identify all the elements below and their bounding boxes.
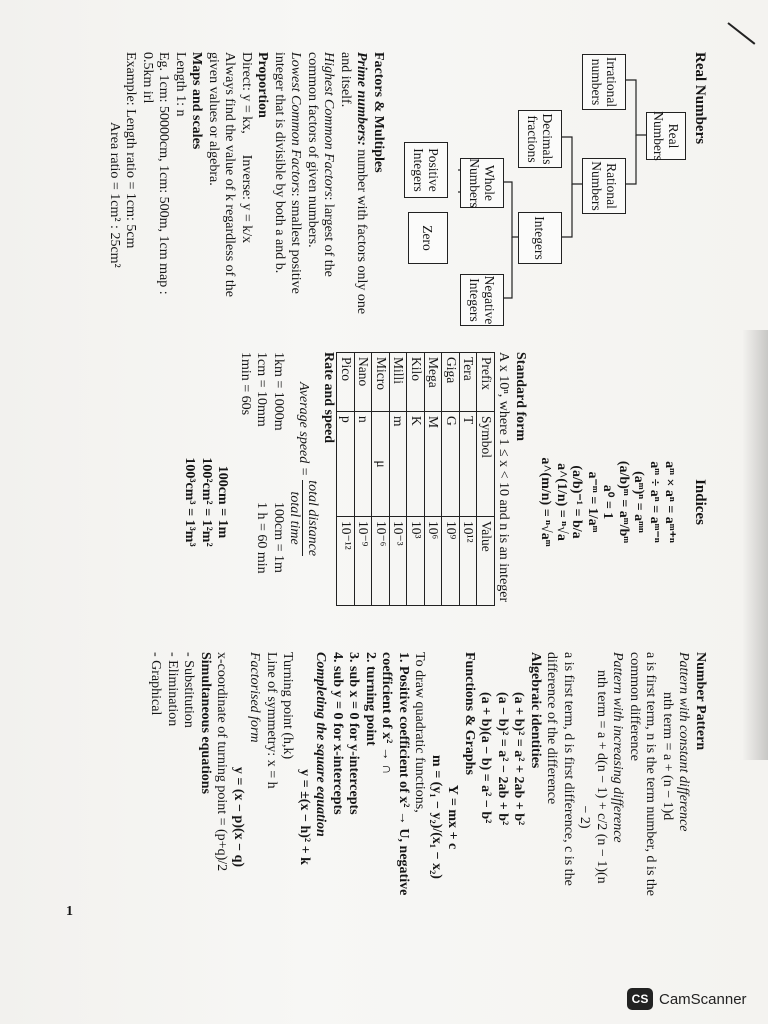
index-rule: a^(1/n) = ⁿ√a bbox=[554, 463, 569, 541]
hcf-line-2: common factors of given numbers. bbox=[305, 52, 320, 248]
section-title-standard-form: Standard form bbox=[513, 352, 528, 442]
eg-line: Eg. 1cm: 50000cm, 1cm: 500m, 1cm map : bbox=[156, 52, 172, 295]
column-number-pattern bbox=[147, 652, 708, 982]
standard-form-desc: A x 10ⁿ, where 1 ≤ x < 10 and n is an integer bbox=[496, 352, 512, 603]
x-coordinate-line: x-coordinate of turning point = (p+q)/2 bbox=[214, 652, 230, 872]
prime-line: Prime numbers: number with factors only one bbox=[354, 52, 370, 315]
section-title-maps: Maps and scales bbox=[189, 52, 205, 150]
always-line-2: given values or algebra. bbox=[206, 52, 221, 186]
indices-rules bbox=[538, 352, 678, 652]
average-speed-formula: Average speed = total distance total time bbox=[287, 382, 320, 557]
camscanner-label: CamScanner bbox=[659, 990, 747, 1008]
unit-conversions: 100cm = 1m 100²cm² = 1²m² 100³cm³ = 1³m³ bbox=[182, 457, 231, 547]
table-row: Giga G 10⁹ bbox=[442, 353, 460, 606]
gradient-formula: m = (y₁ − y₂)/(x₁ − x₂) bbox=[429, 755, 444, 879]
const-desc: a is first term, n is the term number, d is the bbox=[643, 652, 659, 897]
section-title-algebra: Algebraic identities bbox=[528, 652, 543, 769]
completing-equation: y = ±(x − h)² + k bbox=[297, 769, 312, 865]
method-item: - Graphical bbox=[148, 652, 164, 716]
turning-point: Turning point (h,k) bbox=[280, 652, 296, 760]
always-line: Always find the value of k regardless of the bbox=[222, 52, 238, 297]
section-title-factors: Factors & Multiples bbox=[371, 52, 386, 173]
node-rational-numbers: Rational Numbers bbox=[582, 158, 626, 214]
completing-title: Completing the square equation bbox=[313, 652, 329, 837]
inc-desc-2: difference of the difference bbox=[544, 652, 560, 805]
line-equation: Y = mx + c bbox=[445, 784, 461, 850]
node-decimals-fractions: Decimals fractions bbox=[518, 110, 562, 168]
line-of-symmetry: Line of symmetry: x = h bbox=[264, 652, 279, 789]
table-row: Kilo K 10³ bbox=[407, 353, 425, 606]
inc-title: Pattern with increasing difference bbox=[610, 652, 626, 843]
inc-formula-2: − 2) bbox=[577, 805, 593, 829]
column-indices bbox=[181, 352, 708, 652]
node-zero: Zero bbox=[408, 212, 448, 264]
index-rule: a⁻ᵐ = 1/aᵐ bbox=[585, 471, 600, 533]
factors-section bbox=[106, 52, 387, 352]
lcf-line-2: integer that is divisible by both a and b. bbox=[272, 52, 287, 274]
node-whole-numbers: Whole Numbers bbox=[460, 158, 504, 208]
prime-line-2: and itself. bbox=[338, 52, 353, 108]
table-row: Mega M 10⁶ bbox=[425, 353, 443, 606]
index-rule: (a/b)ᵐ = aᵐ/bᵐ bbox=[616, 460, 631, 544]
section-title-simultaneous: Simultaneous equations bbox=[198, 652, 213, 794]
rotated-notes-sheet bbox=[58, 52, 708, 1012]
quad-steps: 1. Positive coefficient of x² → U, negative coefficient of x² → ∩ 2. turning point 3. sub x = 0 for y-intercepts 4. sub y = 0 for x-intercepts bbox=[330, 652, 411, 896]
length-line: Length 1: n bbox=[173, 52, 188, 117]
table-row: Milli m 10⁻³ bbox=[390, 353, 408, 606]
method-item: - Elimination bbox=[165, 652, 180, 727]
index-rule: aᵐ ÷ aⁿ = aᵐ⁻ⁿ bbox=[647, 461, 662, 543]
table-header: Prefix bbox=[477, 353, 495, 412]
factorised-equation: y = (x − p)(x − q) bbox=[231, 766, 246, 868]
index-rule: (aᵐ)ⁿ = aᵐⁿ bbox=[631, 471, 647, 533]
eg-line-2: 0.5km irl bbox=[140, 52, 155, 104]
index-rule: a⁰ = 1 bbox=[600, 484, 616, 520]
const-desc-2: common difference bbox=[627, 652, 642, 761]
index-rule: aᵐ × aⁿ = aᵐ⁺ⁿ bbox=[662, 461, 678, 543]
inc-desc: a is first term, d is first difference, c is the bbox=[561, 652, 576, 886]
node-integers: Integers bbox=[518, 212, 562, 264]
inc-formula: nth term = a + d(n − 1) + c/2 (n − 1)(n bbox=[594, 670, 609, 884]
table-row: Micro μ 10⁻⁶ bbox=[372, 353, 390, 606]
area-line: Area ratio = 1cm² : 25cm² bbox=[107, 122, 122, 268]
page-number: 1 bbox=[66, 904, 73, 919]
section-title-real-numbers: Real Numbers bbox=[692, 52, 708, 145]
section-title-rate: Rate and speed bbox=[321, 352, 337, 444]
conversion-row: 1km = 1000m100cm = 1m bbox=[271, 352, 286, 573]
method-item: - Substitution bbox=[181, 652, 197, 728]
section-title-proportion: Proportion bbox=[255, 52, 271, 118]
prefix-table bbox=[337, 352, 496, 606]
table-header-row bbox=[477, 353, 495, 606]
node-negative-integers: Negative Integers bbox=[460, 274, 504, 326]
node-real-numbers: Real Numbers bbox=[646, 112, 686, 160]
camscanner-logo-icon: CS bbox=[627, 988, 653, 1010]
node-irrational-numbers: Irrational numbers bbox=[582, 54, 626, 110]
algebra-identities: (a + b)² = a² + 2ab + b² (a − b)² = a² − 2ab + b² (a + b)(a − b) = a² − b² bbox=[478, 692, 527, 826]
table-row: Pico p 10⁻¹² bbox=[337, 353, 355, 606]
section-title-indices: Indices bbox=[692, 479, 708, 525]
hcf-line: Highest Common Factors: largest of the bbox=[321, 52, 337, 277]
table-row: Nano n 10⁻⁹ bbox=[355, 353, 373, 606]
table-header: Value bbox=[477, 517, 495, 606]
section-title-functions: Functions & Graphs bbox=[462, 652, 477, 775]
conversion-row: 1min = 60s bbox=[238, 352, 253, 416]
lcf-line: Lowest Common Factors: smallest positive bbox=[288, 52, 304, 294]
pen-mark bbox=[727, 22, 755, 45]
const-title: Pattern with constant difference bbox=[676, 652, 692, 832]
column-real-numbers bbox=[467, 52, 709, 352]
proportion-line: Direct: y = kx, Inverse: y = k/x bbox=[239, 52, 254, 244]
page-edge-shadow bbox=[742, 330, 768, 760]
const-formula: nth term = a + (n − 1)d bbox=[660, 692, 675, 821]
index-rule: (a/b)⁻¹ = b/a bbox=[569, 465, 585, 539]
index-rule: a^(m/n) = ⁿ√aᵐ bbox=[538, 457, 554, 547]
quad-intro: To draw quadratic functions, bbox=[412, 652, 428, 813]
conversion-row: 1cm = 10mm1 h = 60 min bbox=[254, 352, 270, 574]
camscanner-watermark bbox=[627, 988, 747, 1010]
factorised-title: Factorised form bbox=[247, 652, 263, 743]
example-line: Example: Length ratio = 1cm: 5cm bbox=[123, 52, 139, 249]
table-header: Symbol bbox=[477, 412, 495, 517]
node-positive-integers: Positive Integers bbox=[404, 142, 448, 198]
table-row: Tera T 10¹² bbox=[460, 353, 478, 606]
section-title-number-pattern: Number Pattern bbox=[693, 652, 708, 751]
